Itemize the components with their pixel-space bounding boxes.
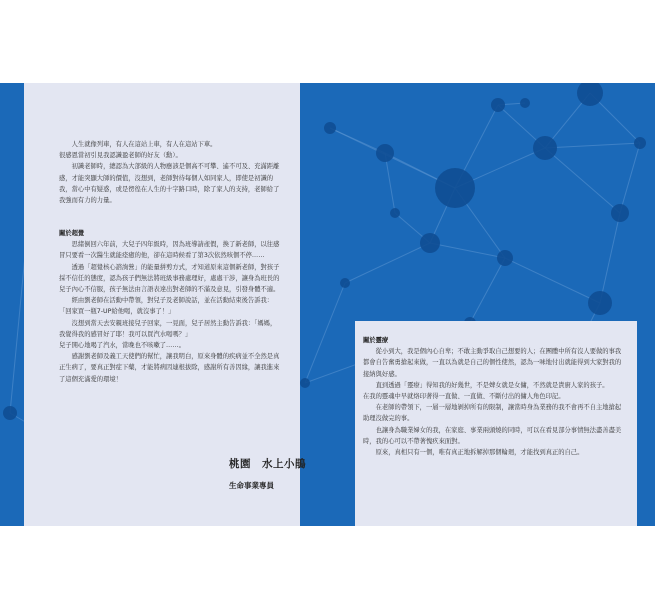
network-node <box>376 144 394 162</box>
network-node <box>340 278 350 288</box>
network-link <box>620 143 640 213</box>
network-link <box>600 213 620 303</box>
lingliao-para-5: 也讓身為職業婦女的我，在家庭、事業兩頭燒的同時，可以在看見部分事情無法盡善盡美時，我的心可以不帶著愧疚來面對。 <box>363 426 622 445</box>
author-name: 桃園 水上小鵑 <box>229 458 306 470</box>
network-node <box>611 204 629 222</box>
network-node <box>300 378 310 388</box>
left-testimonial-card <box>24 83 306 526</box>
intro-line-1: 人生就像列車，有人在這站上車，有人在這站下車。 <box>71 141 217 148</box>
section-chaojue <box>59 228 281 385</box>
network-link <box>330 128 385 153</box>
network-node <box>324 122 336 134</box>
section-lingliao <box>363 335 627 458</box>
chaojue-para-4: 沒想到當天去安親班接兒子回家，一見面，兒子居然主動告訴我：「媽媽，我覺得我的感冒好了耶！我可以買汽水喝嗎？」 <box>59 319 277 338</box>
network-node <box>3 406 17 420</box>
chaojue-para-5: 兒子開心地喝了汽水，當晚也不咳嗽了……。 <box>59 342 185 350</box>
network-node <box>634 137 646 149</box>
network-node <box>497 250 513 266</box>
right-testimonial-card <box>355 321 637 526</box>
network-link <box>545 143 640 148</box>
chaojue-para-3: 經由劉老師在活動中帶領，對兒子及老師說話，並在活動結束後告訴我：「回家買一瓶7-UP給他喝，就沒事了！」 <box>59 297 274 316</box>
lingliao-para-1: 從小到大，我是個內心自卑；不敢主動爭取自己想要的人；在團體中所有沒人要做的事我都會自告奮勇搶起來做，一直以為就是自己的個性使然，認為一味地付出就能得到大家對我的接納與好感。 <box>363 348 622 378</box>
intro-paragraph <box>59 139 281 206</box>
network-node <box>435 168 475 208</box>
section-title-lingliao: 關於靈療 <box>363 337 389 344</box>
network-node <box>588 291 612 315</box>
chaojue-para-2: 透過「超覺核心諮詢營」的能量拼剪方式，才知道原來這個新老師，對孩子採不信任的態度，認為孩子們無法將班級事務處理好，處處干涉，讓身為班長的兒子內心不信服，孩子無法由言語表達出對老師的不滿及意見，引發身體不適。 <box>59 263 280 294</box>
network-node <box>533 136 557 160</box>
chaojue-para-1: 思緒倒回六年前，大兒子四年級時，因為班導請產假，換了新老師，以往感冒只要看一次醫生就能痊癒的他，卻在這時候看了第3次依然咳個不停…… <box>59 241 280 260</box>
network-link <box>345 243 430 283</box>
network-node <box>491 98 505 112</box>
lingliao-para-4: 在老師的帶領下，一層一層地剝掉所有的限制，讓當時身為業務的我不會再不自主地搶起助理沒做完的事。 <box>363 404 622 423</box>
author-role: 生命事業專員 <box>229 481 274 490</box>
network-link <box>385 153 395 213</box>
intro-line-3: 初識老師時，總認為大部級的人物應該是個高不可攀、遙不可及、充滿距離感，才能突顯大師的價值，沒想到，老師對待每個人如同家人，即使是初識的我，當心中有疑惑，或是徬徨在人生的十字路口時，除了家人的支持，老師給了我強而有力的力量。 <box>59 163 280 205</box>
section-title-chaojue: 關於超覺 <box>59 230 85 237</box>
network-link <box>430 243 505 258</box>
chaojue-para-6: 感謝劉老師及義工天使們的幫忙，讓我明白，原來身體的疾病並不全然是真正生病了，要真正對症下藥，才能將病因連根拔除，感謝所有善因緣，讓我進來了這個充滿愛的環境！ <box>59 353 280 383</box>
network-node <box>420 233 440 253</box>
intro-line-2: 很感恩當初引見我認識盈老師的好友（勳）。 <box>59 152 182 160</box>
network-node <box>520 98 530 108</box>
network-link <box>470 258 505 323</box>
network-link <box>545 148 620 213</box>
network-link <box>305 283 345 383</box>
network-node <box>390 208 400 218</box>
lingliao-para-6: 原來，真相只有一個，唯有真正地拆解掉那個輪廻，才能找到真正的自己。 <box>375 449 584 457</box>
lingliao-para-2: 直到透過「靈療」得知我的好幾世，不是婢女就是女傭，不然就是貴廚人家的孩子。 <box>375 381 609 389</box>
lingliao-para-3: 在我的靈魂中早就烙印著得一直做、一直做、不斷付出的傭人角色印記。 <box>363 393 565 401</box>
network-link <box>505 258 600 303</box>
